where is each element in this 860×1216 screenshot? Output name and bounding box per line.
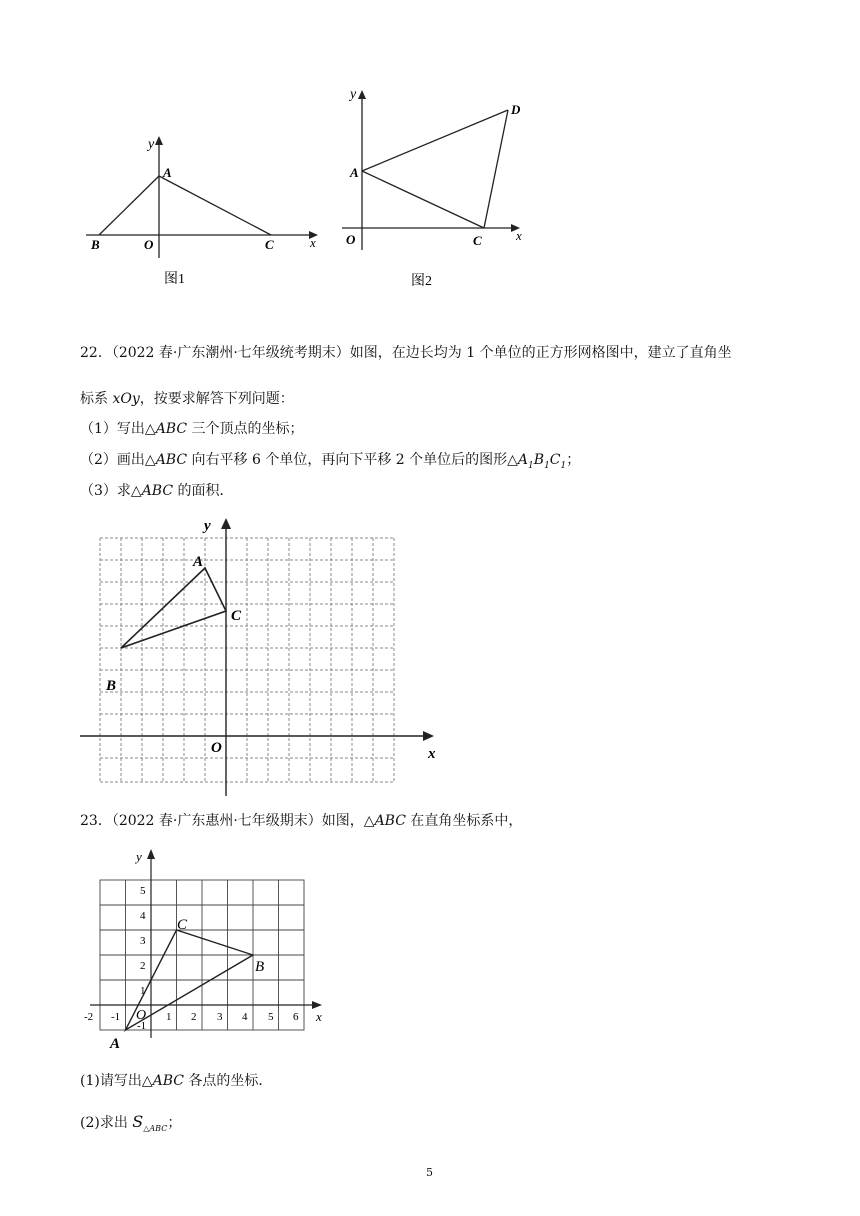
q23-grid bbox=[100, 880, 304, 1030]
q23-y-arrow bbox=[147, 849, 155, 859]
q22-item2-var: ABC bbox=[155, 452, 188, 468]
fig1-y-arrow bbox=[155, 136, 163, 145]
q23-x-arrow bbox=[312, 1001, 322, 1009]
q22-item2-a: A bbox=[517, 452, 529, 468]
q22-item1-pre: （1）写出△ bbox=[80, 421, 156, 437]
q22-dashed-grid bbox=[100, 538, 394, 782]
q22-item3 bbox=[80, 480, 234, 500]
fig1-caption: 图1 bbox=[164, 272, 185, 287]
fig2-side-ad bbox=[362, 110, 508, 171]
q22-item2 bbox=[80, 449, 580, 471]
q22-item2-post: ； bbox=[566, 452, 581, 468]
fig1-label-x: x bbox=[310, 235, 316, 250]
q22-item2-pre: （2）画出△ bbox=[80, 452, 156, 468]
q23-xtick-6: 6 bbox=[293, 1011, 299, 1023]
q22-label-x: x bbox=[428, 746, 436, 762]
q22-item2-sub-a: 1 bbox=[528, 460, 534, 471]
q22-label-a: A bbox=[193, 554, 204, 570]
fig1-label-o: O bbox=[144, 237, 154, 252]
q23-label-x: x bbox=[316, 1009, 322, 1024]
fig2-label-y: y bbox=[350, 87, 357, 102]
q22-line2-pre: 标系 bbox=[80, 391, 113, 407]
fig2-caption: 图2 bbox=[411, 274, 432, 289]
fig1-label-b: B bbox=[91, 237, 100, 252]
q23-label-a: A bbox=[110, 1036, 121, 1052]
q23-xtick-4: 4 bbox=[242, 1011, 248, 1023]
q22-item1-var: ABC bbox=[155, 421, 188, 437]
q22-label-b: B bbox=[106, 678, 117, 694]
q22-item1-post: 三个顶点的坐标； bbox=[187, 421, 304, 437]
q23-sub2-post: ； bbox=[167, 1115, 182, 1131]
q22-x-arrow bbox=[423, 731, 434, 741]
fig2-y-arrow bbox=[358, 90, 366, 99]
q22-line1: 22．（2022 春·广东潮州·七年级统考期末）如图，在边长均为 1 个单位的正方形网格图中，建立了直角坐 bbox=[80, 345, 732, 361]
q23-sub1-var: ABC bbox=[152, 1073, 184, 1089]
q22-line2-var: xOy bbox=[112, 391, 140, 407]
page-number: 5 bbox=[426, 1166, 433, 1179]
fig1-side-ac bbox=[159, 176, 271, 235]
q23-line1 bbox=[80, 810, 522, 830]
q22-item1 bbox=[80, 418, 304, 438]
q22-item2-sub-b: 1 bbox=[544, 460, 550, 471]
q22-grid-figure bbox=[78, 510, 458, 800]
q22-line2 bbox=[80, 388, 294, 408]
q22-item2-sub-c: 1 bbox=[560, 460, 567, 471]
q23-sub1-post: 各点的坐标． bbox=[183, 1073, 273, 1089]
q22-item3-pre: （3）求△ bbox=[80, 483, 142, 499]
q23-label-c: C bbox=[177, 917, 188, 933]
q23-line1-var: ABC bbox=[374, 813, 406, 829]
q23-xtick-1: 1 bbox=[166, 1011, 172, 1023]
q23-sub1-pre: (1)请写出△ bbox=[80, 1073, 153, 1089]
fig2-side-ac bbox=[362, 171, 484, 228]
q23-label-o: O bbox=[136, 1008, 147, 1023]
q23-xtick-3: 3 bbox=[217, 1011, 223, 1023]
q23-ytick-2: 2 bbox=[140, 960, 146, 972]
q22-line2-post: ，按要求解答下列问题： bbox=[139, 391, 294, 407]
q23-line1-post: 在直角坐标系中， bbox=[405, 813, 523, 829]
figure-2 bbox=[336, 84, 536, 299]
q23-ytick-3: 3 bbox=[140, 935, 146, 947]
q23-sub2 bbox=[80, 1112, 181, 1133]
q22-triangle-abc bbox=[121, 568, 226, 648]
fig2-label-o: O bbox=[346, 232, 356, 247]
q23-ytick-5: 5 bbox=[140, 885, 146, 897]
q22-y-arrow bbox=[221, 518, 231, 529]
q23-xtick-neg2: -2 bbox=[84, 1011, 94, 1023]
q23-xtick-neg1: -1 bbox=[111, 1011, 121, 1023]
q23-xtick-5: 5 bbox=[268, 1011, 274, 1023]
q23-sub2-pre: (2)求出 bbox=[80, 1115, 133, 1131]
q23-line1-pre: 23．（2022 春·广东惠州·七年级期末）如图，△ bbox=[80, 813, 375, 829]
q23-sub1 bbox=[80, 1070, 272, 1090]
fig2-label-c: C bbox=[473, 233, 482, 248]
q23-ytick-neg1: -1 bbox=[137, 1020, 147, 1032]
q23-x-ticks bbox=[84, 1011, 299, 1023]
fig1-label-y: y bbox=[148, 137, 155, 152]
q22-label-c: C bbox=[231, 608, 242, 624]
q22-label-o: O bbox=[211, 740, 222, 756]
q23-sub2-subscript: △ABC bbox=[143, 1123, 168, 1133]
q22-item2-c: C bbox=[549, 452, 561, 468]
q23-ytick-4: 4 bbox=[140, 910, 146, 922]
q23-label-y: y bbox=[136, 849, 142, 864]
q23-ytick-1: 1 bbox=[140, 985, 146, 997]
fig2-label-a: A bbox=[350, 165, 359, 180]
figure-1 bbox=[80, 128, 330, 298]
fig2-label-d: D bbox=[511, 102, 521, 117]
q22-item2-b: B bbox=[533, 452, 545, 468]
q22-item2-mid: 向右平移 6 个单位，再向下平移 2 个单位后的图形△ bbox=[187, 452, 518, 468]
q23-xtick-2: 2 bbox=[191, 1011, 197, 1023]
q22-item3-var: ABC bbox=[141, 483, 174, 499]
q23-label-b: B bbox=[255, 959, 265, 975]
fig1-label-a: A bbox=[163, 165, 172, 180]
fig1-label-c: C bbox=[265, 237, 274, 252]
fig2-side-dc bbox=[484, 110, 508, 228]
q23-sub2-s: S bbox=[132, 1112, 144, 1131]
fig1-side-ab bbox=[99, 176, 159, 235]
q23-grid-figure bbox=[80, 843, 340, 1058]
q22-label-y: y bbox=[204, 518, 211, 534]
q22-item3-post: 的面积． bbox=[173, 483, 234, 499]
fig2-label-x: x bbox=[516, 228, 522, 243]
